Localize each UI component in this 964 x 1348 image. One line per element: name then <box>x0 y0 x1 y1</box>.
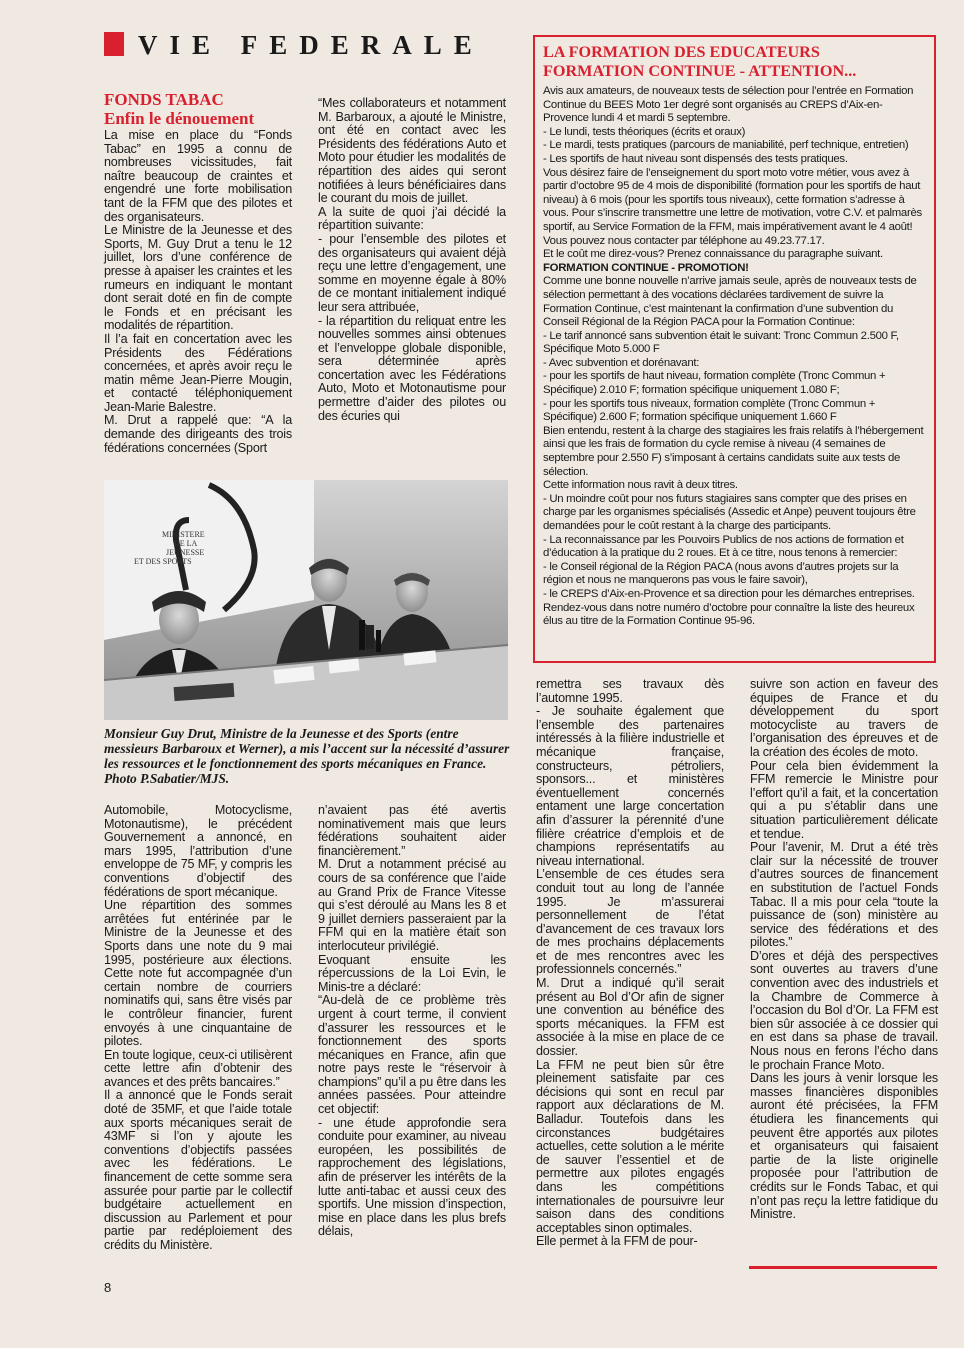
paragraph: Elle permet à la FFM de pour- <box>536 1234 698 1249</box>
article-heading <box>104 90 254 128</box>
sidebar-title-line-2: FORMATION CONTINUE - ATTENTION... <box>543 62 857 80</box>
paragraph: Automobile, Motocyclisme, Motonautisme), le précédent Gouvernement a annoncé, en mars 1995, l’attribution d’une enveloppe de 75 MF, y compris les conventions d’objectif des fédérations de sport mécanique. <box>104 803 292 899</box>
sidebar-paragraph: - le CREPS d’Aix-en-Provence et sa direction pour les démarches entreprises. <box>543 587 915 600</box>
logo-text-line: JEUNESSE <box>166 548 205 557</box>
article-column-1-bottom <box>104 804 292 1253</box>
sidebar-body <box>543 85 926 629</box>
sidebar-paragraph: - Avec subvention et dorénavant: <box>543 356 700 369</box>
sidebar-paragraph: - La reconnaissance par les Pouvoirs Publics de nos actions de formation et d’éducation à la pratique du 2 roues. Et à ce titre, nous tenons à remercier: <box>543 533 904 560</box>
paragraph: La mise en place du “Fonds Tabac” en 1995 a connu de nombreuses vicissitudes, fait naître beaucoup de craintes et engendré une forte mobilisation tant de la FFM que des pilotes et des organisateurs. <box>104 128 292 224</box>
page-number: 8 <box>104 1280 112 1295</box>
paragraph: Il l’a fait en concertation avec les Présidents des Fédérations concernées, et après avoir reçu le matin même Jean-Pierre Mougin, et contacté téléphoniquement Jean-Marie Balestre. <box>104 331 292 414</box>
paragraph: A la suite de quoi j’ai décidé la répartition suivante: <box>318 204 506 233</box>
paragraph: n’avaient pas été avertis nominativement mais que leurs fédérations souhaitent aider financièrement.” <box>318 803 506 858</box>
paragraph: remettra ses travaux dès l’automne 1995. <box>536 677 724 705</box>
paragraph: Pour l’avenir, M. Drut a été très clair sur la nécessité de trouver d’autres sources de financement en substitution de l’actuel Fonds Tabac. Il a mis pour cela “toute la puissance de (son) ministère au service des fédérations et des pilotes.” <box>750 840 938 950</box>
sidebar-paragraph: - Le lundi, tests théoriques (écrits et oraux) <box>543 125 746 138</box>
paragraph: “Mes collaborateurs et notamment M. Barbaroux, a ajouté le Ministre, ont été en contact avec les Présidents des fédérations Auto et Moto pour étudier les modalités de répartition des aides qui seront notifiées à leurs bénéficiaires dans le courant du mois de juillet. <box>318 96 506 206</box>
paragraph: - une étude approfondie sera conduite pour examiner, au niveau européen, les possibilités de rapprochement des législations, afin de préserver les intérêts de la lutte anti-tabac et aussi ceux des sportifs. Une mission d’inspection, mise en place dans les plus brefs délais, <box>318 1115 506 1239</box>
paragraph: L’ensemble de ces études sera conduit tout au long de l’année 1995. Je m’assurerai personnellement de l’état d’avancement de ces travaux lors de mes prochains déplacements et de mes rencontres avec les professionnels concernés.” <box>536 867 724 977</box>
sidebar-paragraph: - Le tarif annoncé sans subvention était le suivant: Tronc Commun 2.500 F, Spécifique Moto 5.000 F <box>543 329 899 356</box>
section-header <box>104 30 512 64</box>
paragraph: En toute logique, ceux-ci utilisèrent cette lettre afin d’obtenir des avances et des prêts bancaires.” <box>104 1047 292 1089</box>
section-marker <box>104 32 124 56</box>
sidebar-paragraph: - pour les sportifs de haut niveau, formation complète (Tronc Commun + Spécifique) 2.010 F; formation spécifique uniquement 1.080 F; <box>543 370 886 397</box>
sidebar-paragraph: Et le coût me direz-vous? Prenez connaissance du paragraphe suivant. <box>543 248 883 261</box>
sidebar-paragraph: Rendez-vous dans notre numéro d’octobre pour connaître la liste des heureux élus au titre de la Formation Continue 95-96. <box>543 601 915 628</box>
article-column-2-top <box>318 97 506 423</box>
article-column-1-top <box>104 129 292 455</box>
logo-text-line: DE LA <box>174 539 198 548</box>
press-conference-photo <box>104 480 508 720</box>
paragraph: - pour l’ensemble des pilotes et des organisateurs qui avaient déjà reçu une lettre d’engagement, une somme en moyenne égale à 80% de ce montant initialement indiqué leur sera attribuée, <box>318 231 506 314</box>
section-label: VIE FEDERALE <box>138 30 484 60</box>
sidebar-paragraph: Vous désirez faire de l’enseignement du sport moto votre métier, vous avez à partir d’octobre 95 de 4 mois de disponibilité (formation pour les sportifs de haut niveau) à 6 mois (pour les sportifs tous niveaux), cette formation s’adresse à vous. Pour s’inscrire transmettre une lettre de motivation, votre C.V. et palmarès sportif, au Service Formation de la FFM, mais impérativement avant le 4 août! Vous pouvez nous contacter par téléphone au 49.23.77.17. <box>543 166 922 247</box>
sidebar-paragraph: - Un moindre coût pour nos futurs stagiaires sans compter que des prises en charge par les organismes spécialisés (Assedic et Anpe) peuvent toujours être demandées pour le coût restant à la charge des participants. <box>543 492 916 532</box>
paragraph: Une répartition des sommes arrêtées fut entérinée par le Ministre de la Jeunesse et des Sports dans une note du 9 mai 1995, postérieure aux élections. Cette note fut accompagnée d’un certain nombre de courriers nominatifs qui, sans être visés par le contrôleur financier, furent envoyés à une cinquantaine de pilotes. <box>104 898 292 1049</box>
sidebar-paragraph: - le Conseil régional de la Région PACA (nous avons d’autres projets sur la région et nous ne manquerons pas vous le faire savoir), <box>543 560 899 587</box>
sidebar-subheading: FORMATION CONTINUE - PROMOTION! <box>543 261 749 274</box>
paragraph: M. Drut a notamment précisé au cours de sa conférence que l’aide au Grand Prix de France Vitesse qui s’est déroulé au Mans les 8 et 9 juillet derniers passeraient par la FFM qui en la matière était son interlocuteur privilégié. <box>318 857 506 953</box>
article-title: Enfin le dénouement <box>104 109 255 128</box>
paragraph: La FFM ne peut bien sûr être pleinement satisfaite par ces décisions qui sont en recul par rapport aux déclarations de M. Balladur. Toutefois dans les circonstances budgétaires actuelles, cette solution a le mérite de sauver l’essentiel et de permettre aux pilotes engagés dans les compétitions internationales de poursuivre leur saison dans des conditions acceptables sinon optimales. <box>536 1057 724 1235</box>
paragraph: Le Ministre de la Jeunesse et des Sports, M. Guy Drut a tenu le 12 juillet, lors d’une conférence de presse à apaiser les craintes et les rumeurs en indiquant le montant dont serait doté en fin de compte le Fonds et en précisant les modalités de répartition. <box>104 223 292 333</box>
photo-caption: Monsieur Guy Drut, Ministre de la Jeunesse et des Sports (entre messieurs Barbaroux et Werner), a mis l’accent sur la nécessité d’assurer les ressources et le fonctionnement des sports mécaniques en France. Photo P.Sabatier/MJS. <box>104 726 510 786</box>
article-column-2-bottom <box>318 804 506 1239</box>
sidebar-paragraph: Avis aux amateurs, de nouveaux tests de sélection pour l’entrée en Formation Continue du BEES Moto 1er degré sont organisés au CREPS d’Aix-en-Provence lundi 4 et mardi 5 septembre. <box>543 85 914 125</box>
article-kicker: FONDS TABAC <box>104 90 224 109</box>
logo-text-line: ET DES SPORTS <box>134 557 192 566</box>
paragraph: - Je souhaite également que l’ensemble des partenaires intéressés à la filière industrielle et mécanique française, constructeurs, pétroliers, sponsors... et ministères éventuellement concernés entament une large concertation afin d’assurer la pérennité d’une filière créatrice d’emplois et de champions représentatifs au niveau international. <box>536 704 724 868</box>
paragraph: M. Drut a rappelé que: “A la demande des dirigeants des trois fédérations concernées (Sport <box>104 413 292 455</box>
paragraph: Dans les jours à venir lorsque les masses financières disponibles auront été précisées, la FFM étudiera les financements qui peuvent être apportés aux pilotes et organisateurs qui faisaient partie de la liste originelle proposée pour l’attribution de crédits sur le Fonds Tabac, et qui n’ont pas reçu la lettre fatidique du Ministre. <box>750 1071 938 1222</box>
article-column-3-bottom <box>536 678 724 1249</box>
training-sidebar-box <box>533 35 936 663</box>
paragraph: Pour cela bien évidemment la FFM remercie le Ministre pour l’effort qu’il a fait, et la concertation qui a pu s’établir dans une situation particulièrement délicate et tendue. <box>750 758 938 841</box>
logo-text-line: MINISTERE <box>162 530 205 539</box>
paragraph: “Au-delà de ce problème très urgent à court terme, il convient d’assurer les ressources et le fonctionnement des sports mécaniques en France, afin que notre pays reste le “réservoir à champions” qu’il a pu être dans les années passées. Pour atteindre cet objectif: <box>318 993 506 1117</box>
sidebar-paragraph: - pour les sportifs tous niveaux, formation complète (Tronc Commun + Spécifique) 2.600 F; formation spécifique uniquement 1.660 F <box>543 397 876 424</box>
article-end-rule <box>749 1266 937 1269</box>
sidebar-title <box>543 43 926 81</box>
paragraph: - la répartition du reliquat entre les nouvelles sommes ainsi obtenues et l’enveloppe globale disponible, sera déterminée après concertation avec les Fédérations Auto, Moto et Motonautisme pour permettre d’aider des pilotes ou des écuries qui <box>318 313 506 423</box>
paragraph: suivre son action en faveur des équipes de France et du développement du sport motocycliste au travers de l’organisation des épreuves et de la création des écoles de moto. <box>750 677 938 759</box>
sidebar-paragraph: Bien entendu, restent à la charge des stagiaires les frais relatifs à l’hébergement ainsi que les frais de formation du cycle remise à niveau (4 semaines de septembre pour 2.550 F) s’imposant à certains candidats suite aux tests de sélection. <box>543 424 924 478</box>
paragraph: D’ores et déjà des perspectives sont ouvertes au travers d’une convention avec des industriels et la Chambre de Commerce à l’occasion du Bol d’Or. La FFM est bien sûr associée à ce dossier qui en est dans sa phase de travail. Nous nous en ferons l’écho dans le prochain France Moto. <box>750 948 938 1072</box>
sidebar-paragraph: Cette information nous ravit à deux titres. <box>543 479 738 492</box>
sidebar-paragraph: Comme une bonne nouvelle n’arrive jamais seule, après de nouveaux tests de sélection permettant à des vocations déclarées tardivement de suivre la Formation Continue, c’est maintenant la confirmation d’une subvention du Conseil Régional de la Région PACA pour la Formation Continue: <box>543 275 917 329</box>
sidebar-title-line-1: LA FORMATION DES EDUCATEURS <box>543 43 820 61</box>
paragraph: Evoquant ensuite les répercussions de la Loi Evin, le Minis-tre a déclaré: <box>318 952 506 994</box>
article-column-4-bottom <box>750 678 938 1222</box>
paragraph: M. Drut a indiqué qu’il serait présent au Bol d’Or afin de signer une convention au bénéfice des sports mécaniques. la FFM est associée à la mise en place de ce dossier. <box>536 976 724 1059</box>
sidebar-paragraph: - Le mardi, tests pratiques (parcours de maniabilité, perf technique, entretien) <box>543 139 909 152</box>
paragraph: Il a annoncé que le Fonds serait doté de 35MF, et que l’aide totale aux sports mécaniques serait de 43MF si l’on y ajoute les conventions d’objectifs passées avec les fédérations. Le financement de cette somme sera assurée pour partie par le collectif budgétaire actuellement en discussion au Parlement et pour partie par redéploiement des crédits du Ministère. <box>104 1088 292 1252</box>
sidebar-paragraph: - Les sportifs de haut niveau sont dispensés des tests pratiques. <box>543 152 848 165</box>
